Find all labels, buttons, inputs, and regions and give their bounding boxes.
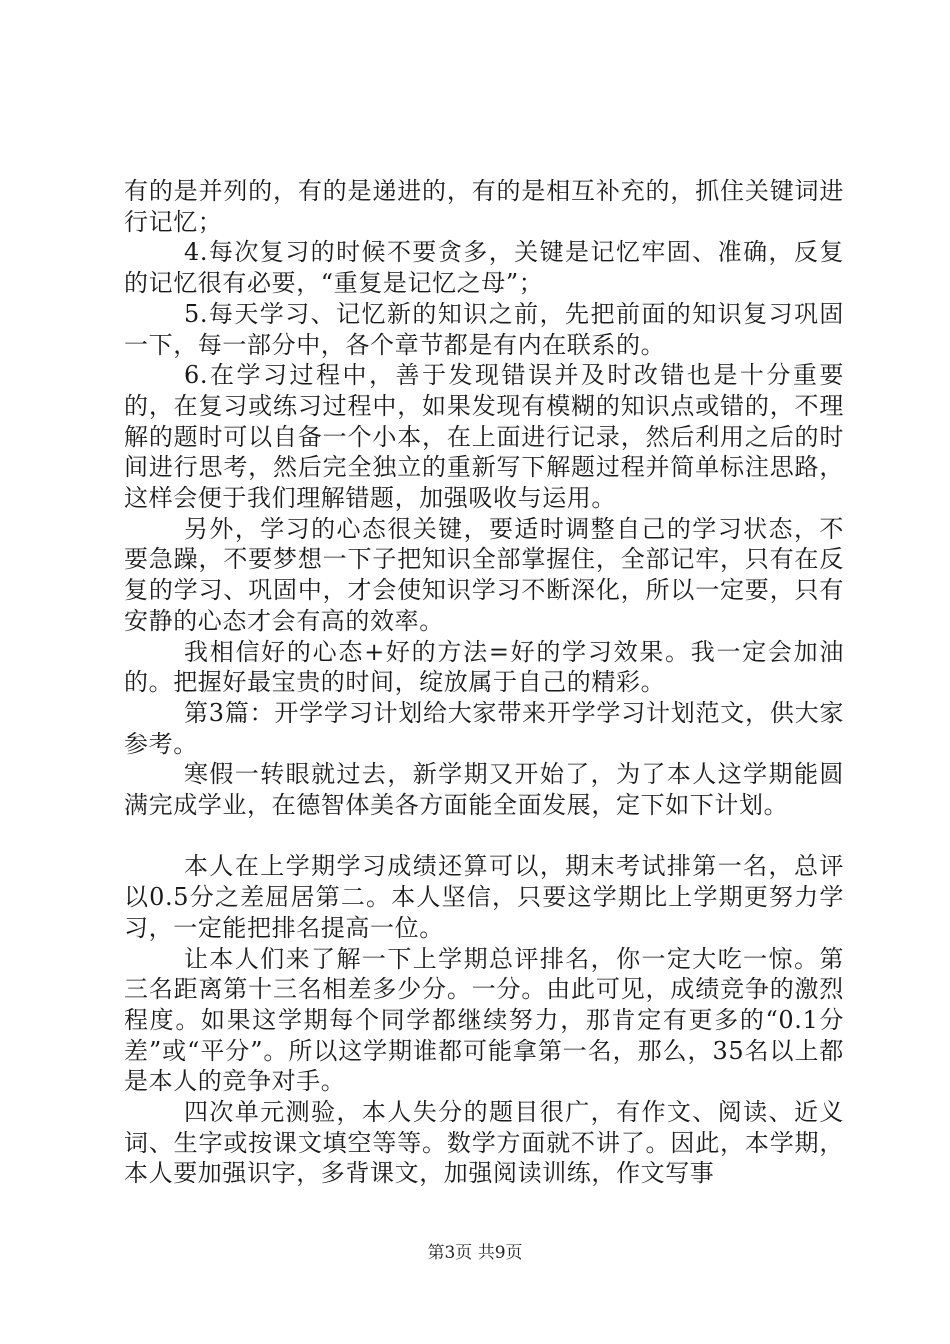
paragraph: 有的是并列的，有的是递进的，有的是相互补充的，抓住关键词进行记忆；	[124, 177, 844, 236]
paragraph: 四次单元测验，本人失分的题目很广，有作文、阅读、近义词、生字或按课文填空等等。数学方面就不讲了。因此，本学期，本人要加强识字，多背课文，加强阅读训练，作文写事	[124, 1098, 844, 1188]
paragraph: 我相信好的心态+好的方法=好的学习效果。我一定会加油的。把握好最宝贵的时间，绽放属于自己的精彩。	[124, 637, 844, 697]
paragraph: 6.在学习过程中，善于发现错误并及时改错也是十分重要的，在复习或练习过程中，如果发现有模糊的知识点或错的，不理解的题时可以自备一个小本，在上面进行记录，然后利用之后的时间进行思考，然后完全独立的重新写下解题过程并简单标注思路，这样会便于我们理解错题，加强吸收与运用。	[124, 361, 844, 513]
paragraph: 让本人们来了解一下上学期总评排名，你一定大吃一惊。第三名距离第十三名相差多少分。一分。由此可见，成绩竞争的激烈程度。如果这学期每个同学都继续努力，那肯定有更多的“0.1分差”或“平分”。所以这学期谁都可能拿第一名，那么，35名以上都是本人的竞争对手。	[124, 944, 844, 1096]
paragraph: 4.每次复习的时候不要贪多，关键是记忆牢固、准确，反复的记忆很有必要，“重复是记忆之母”；	[124, 238, 844, 298]
paragraph: 另外，学习的心态很关键，要适时调整自己的学习状态，不要急躁，不要梦想一下子把知识全部掌握住，全部记牢，只有在反复的学习、巩固中，才会使知识学习不断深化，所以一定要，只有安静的心态才会有高的效率。	[124, 514, 844, 635]
blank-line	[124, 821, 844, 852]
document-body	[124, 176, 844, 1189]
paragraph: 本人在上学期学习成绩还算可以，期末考试排第一名，总评以0.5分之差屈居第二。本人坚信，只要这学期比上学期更努力学习，一定能把排名提高一位。	[124, 852, 844, 942]
section-heading-paragraph: 第3篇：开学学习计划给大家带来开学学习计划范文，供大家参考。	[124, 698, 844, 758]
paragraph: 5.每天学习、记忆新的知识之前，先把前面的知识复习巩固一下，每一部分中，各个章节都是有内在联系的。	[124, 299, 844, 359]
paragraph: 寒假一转眼就过去，新学期又开始了，为了本人这学期能圆满完成学业，在德智体美各方面能全面发展，定下如下计划。	[124, 760, 844, 820]
page-number-footer: 第3页 共9页	[427, 1243, 523, 1263]
